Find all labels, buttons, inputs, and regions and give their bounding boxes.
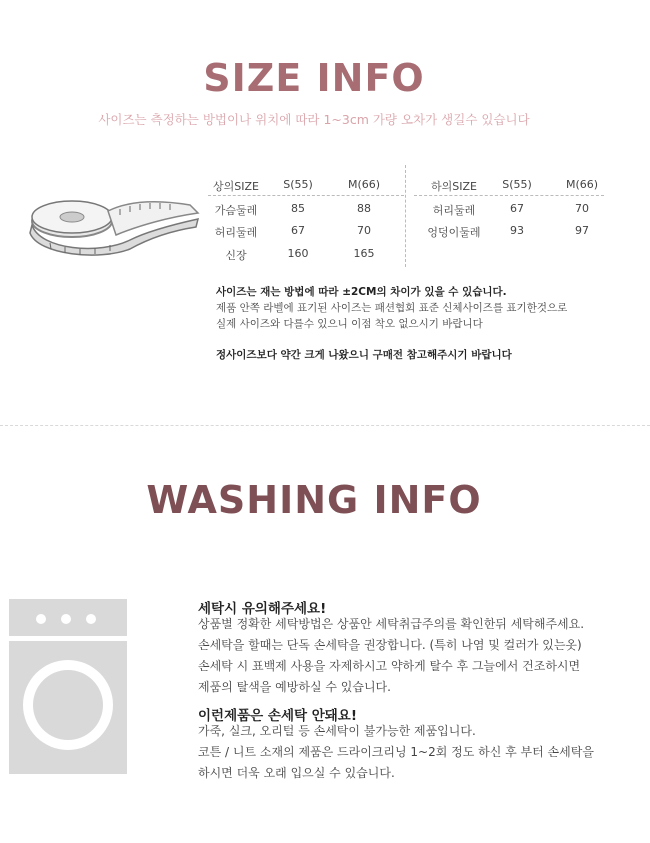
table-header: 상의SIZE (213, 180, 259, 193)
wash-section-heading: 이런제품은 손세탁 안돼요! (198, 708, 358, 724)
size-note-bold: 정사이즈보다 약간 크게 나왔으니 구매전 참고해주시기 바랍니다 (216, 349, 512, 361)
table-header: M(66) (565, 178, 599, 191)
size-notes (216, 284, 636, 363)
washing-info-title: WASHING INFO (146, 478, 482, 522)
table-cell: 93 (510, 224, 524, 237)
table-cell: 85 (291, 202, 305, 215)
wash-text-line: 제품의 탈색을 예방하실 수 있습니다. (198, 680, 391, 694)
table-header: S(55) (502, 178, 532, 191)
size-note-bold: 사이즈는 재는 방법에 따라 ±2CM의 차이가 있을 수 있습니다. (216, 286, 507, 298)
wash-text-line: 손세탁을 할때는 단독 손세탁을 권장합니다. (특히 나염 및 컬러가 있는옷) (198, 638, 582, 652)
table-header: M(66) (347, 178, 381, 191)
table-header: S(55) (283, 178, 313, 191)
table-header: 하의SIZE (431, 180, 477, 193)
wash-text-line: 하시면 더욱 오래 입으실 수 있습니다. (198, 766, 395, 780)
section-divider (0, 425, 650, 426)
wash-text-line: 상품별 정확한 세탁방법은 상품안 세탁취급주의를 확인한뒤 세탁해주세요. (198, 617, 585, 631)
size-table (0, 0, 650, 280)
table-cell: 70 (575, 202, 589, 215)
wash-text-line: 코튼 / 니트 소재의 제품은 드라이크리닝 1~2회 정도 하신 후 부터 손세탁을 (198, 745, 594, 759)
table-cell: 70 (357, 224, 371, 237)
table-cell: 67 (510, 202, 524, 215)
table-cell: 엉덩이둘레 (427, 226, 481, 239)
size-info-title: SIZE INFO (203, 56, 425, 100)
size-note-line: 제품 안쪽 라벨에 표기된 사이즈는 패션협회 표준 신체사이즈를 표기한것으로 (216, 302, 568, 314)
table-cell: 허리둘레 (432, 204, 476, 217)
table-cell: 165 (353, 247, 375, 260)
wash-section-text (198, 721, 594, 784)
size-note-line: 실제 사이즈와 다를수 있으니 이점 착오 없으시기 바랍니다 (216, 318, 483, 330)
table-cell: 신장 (225, 249, 247, 262)
table-cell: 허리둘레 (214, 226, 258, 239)
table-cell: 88 (357, 202, 371, 215)
table-cell: 160 (287, 247, 309, 260)
wash-section-text (198, 614, 584, 698)
wash-text-line: 가죽, 실크, 오리털 등 손세탁이 불가능한 제품입니다. (198, 724, 476, 738)
wash-text-line: 손세탁 시 표백제 사용을 자제하시고 약하게 탈수 후 그늘에서 건조하시면 (198, 659, 581, 673)
table-cell: 가슴둘레 (214, 204, 258, 217)
washing-machine-icon (9, 599, 127, 774)
size-info-subtitle: 사이즈는 측정하는 방법이나 위치에 따라 1~3cm 가량 오차가 생길수 있습니다 (98, 112, 530, 127)
wash-section-heading: 세탁시 유의해주세요! (198, 601, 327, 617)
table-cell: 67 (291, 224, 305, 237)
table-cell: 97 (575, 224, 589, 237)
